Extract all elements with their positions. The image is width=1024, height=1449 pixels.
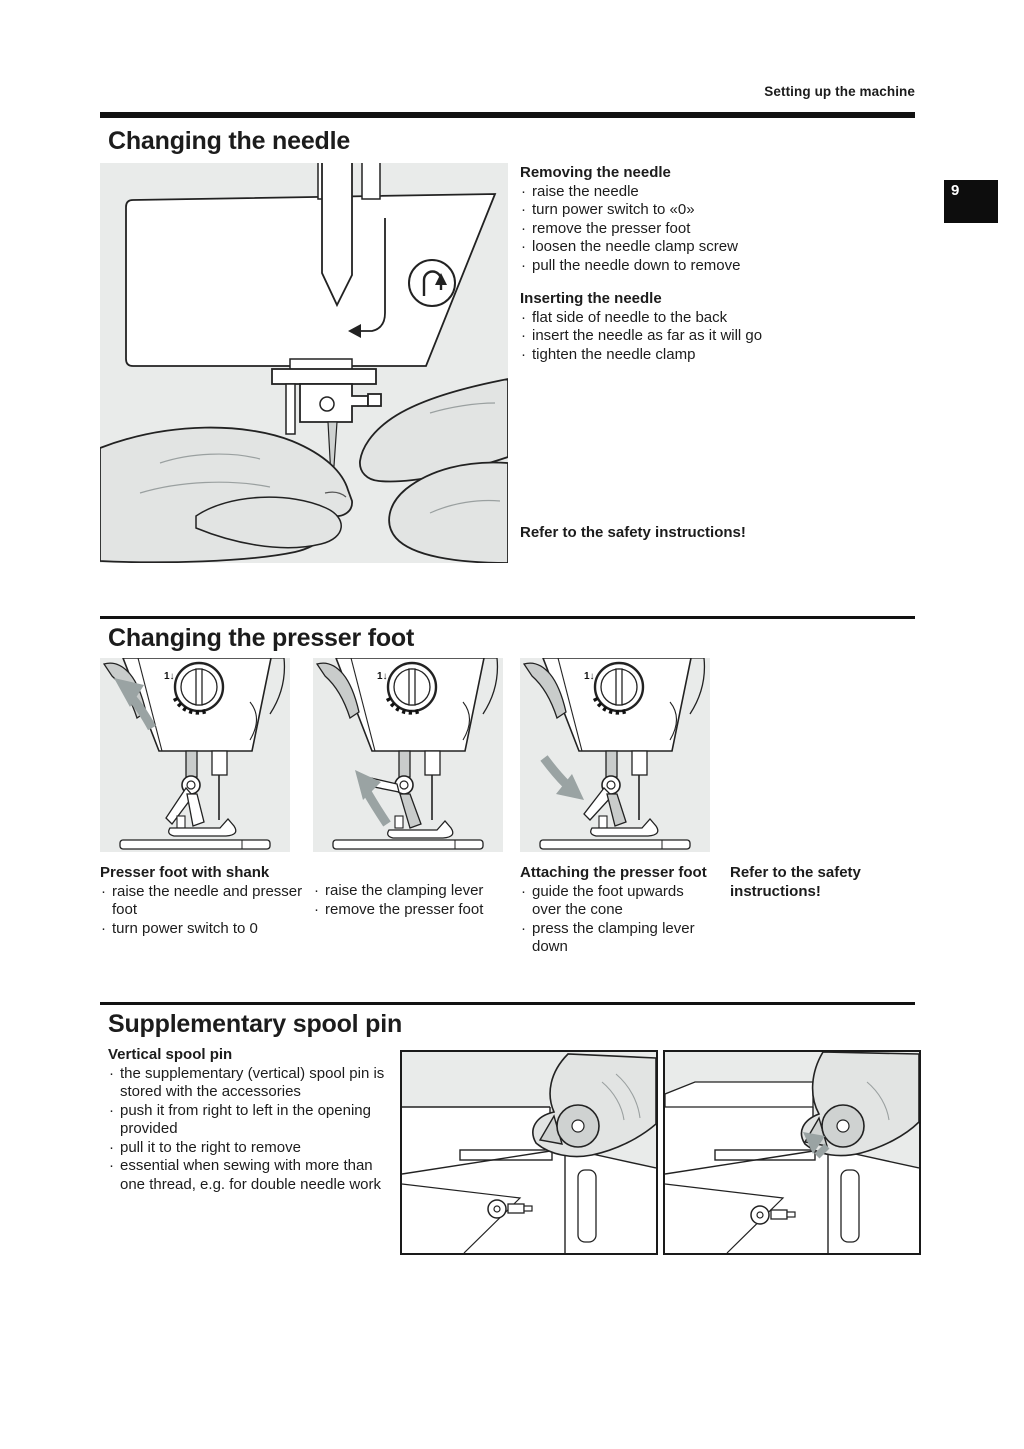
bullet-item: · raise the needle	[520, 183, 930, 202]
dial-mark: 1↓	[377, 671, 388, 682]
presser-col-2	[313, 882, 518, 919]
bullet-item: · raise the needle and presser foot	[100, 883, 305, 920]
presser-col-1-heading: Presser foot with shank	[100, 864, 270, 881]
presser-col-3-list	[520, 883, 715, 957]
presser-foot-art-3	[520, 658, 710, 852]
bullet-item: · push it from right to left in the opening provided	[108, 1102, 390, 1139]
bullet-item: · press the clamping lever down	[520, 920, 715, 957]
bullet-item: · flat side of needle to the back	[520, 309, 930, 328]
removing-needle-heading: Removing the needle	[520, 164, 671, 181]
inserting-needle-heading: Inserting the needle	[520, 290, 662, 307]
section-title-spool-pin: Supplementary spool pin	[108, 1010, 403, 1038]
bullet-item: · pull it to the right to remove	[108, 1139, 390, 1158]
presser-col-2-list	[313, 882, 518, 919]
turn-handwheel-icon	[409, 260, 455, 306]
spool-pin-list	[108, 1065, 390, 1195]
dial-mark: 1↓	[164, 671, 175, 682]
needle-change-illustration	[100, 163, 508, 563]
removing-needle-list	[520, 183, 930, 276]
bullet-item: · insert the needle as far as it will go	[520, 327, 930, 346]
spool-pin-panel-1	[400, 1050, 658, 1255]
dial-mark: 1↓	[584, 671, 595, 682]
presser-foot-panel-2	[313, 658, 503, 852]
needle-instructions	[520, 164, 930, 564]
presser-col-3	[520, 864, 715, 957]
needle-bar	[322, 163, 352, 305]
safety-note-presser: Refer to the safety instructions!	[730, 864, 861, 900]
section-title-needle: Changing the needle	[108, 127, 351, 155]
presser-foot-panel-3	[520, 658, 710, 852]
section-divider	[100, 1002, 915, 1005]
presser-col-1-list	[100, 883, 305, 939]
presser-col-3-heading: Attaching the presser foot	[520, 864, 707, 881]
bullet-item: · pull the needle down to remove	[520, 257, 930, 276]
bullet-item: · remove the presser foot	[520, 220, 930, 239]
bullet-item: · tighten the needle clamp	[520, 346, 930, 365]
bullet-item: · guide the foot upwards over the cone	[520, 883, 715, 920]
spool-pin-art-1	[402, 1052, 656, 1253]
presser-col-4	[730, 864, 880, 901]
inserting-needle-list	[520, 309, 930, 365]
bullet-item: · the supplementary (vertical) spool pin is stored with the accessories	[108, 1065, 390, 1102]
bullet-item: · turn power switch to 0	[100, 920, 305, 939]
running-header: Setting up the machine	[764, 84, 915, 99]
vertical-spool-pin-heading: Vertical spool pin	[108, 1046, 233, 1063]
page-number-tab: 9	[944, 180, 998, 223]
presser-foot-art-2	[313, 658, 503, 852]
header-rule	[100, 112, 915, 118]
bullet-item: · essential when sewing with more than one thread, e.g. for double needle work	[108, 1157, 390, 1194]
section-title-presser-foot: Changing the presser foot	[108, 624, 415, 652]
bullet-item: · raise the clamping lever	[313, 882, 518, 901]
spool-pin-instructions	[108, 1046, 390, 1194]
presser-foot-art-1	[100, 658, 290, 852]
safety-note-needle: Refer to the safety instructions!	[520, 524, 746, 541]
bullet-item: · turn power switch to «0»	[520, 201, 930, 220]
section-divider	[100, 616, 915, 619]
needle-change-art	[100, 163, 508, 563]
spool-pin-art-2	[665, 1052, 919, 1253]
presser-foot-panel-1	[100, 658, 290, 852]
spool-pin-panel-2	[663, 1050, 921, 1255]
bullet-item: · loosen the needle clamp screw	[520, 238, 930, 257]
bullet-item: · remove the presser foot	[313, 901, 518, 920]
presser-col-1	[100, 864, 305, 938]
